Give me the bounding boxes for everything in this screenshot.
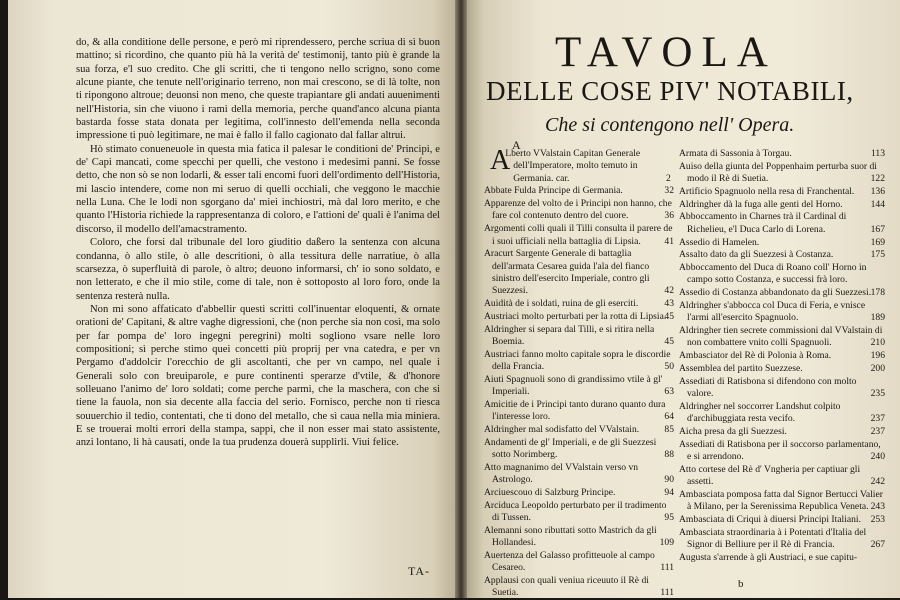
index-entry bbox=[484, 399, 674, 424]
index-entry bbox=[484, 550, 674, 575]
page-subtitle-italic: Che si contengono nell' Opera. bbox=[545, 114, 795, 136]
index-text: Abboccamento in Charnes trà il Cardinal di Richelieu, e'l Duca Carlo di Lorena. bbox=[679, 211, 847, 235]
index-entry bbox=[679, 552, 885, 564]
index-entry bbox=[484, 185, 674, 197]
index-text: Assemblea del partito Suezzese. bbox=[679, 363, 803, 375]
index-text: Applausi con quali veniua riceuuto il Rè di Suetia. bbox=[484, 575, 649, 599]
index-page-number: 32 bbox=[664, 185, 674, 197]
index-text: Ambasciata straordinaria à i Potentati d'Italia del Signor di Belliure per il Rè di Francia. bbox=[679, 526, 867, 551]
index-page-number: 109 bbox=[659, 537, 674, 549]
index-page-number: 90 bbox=[664, 474, 674, 486]
index-page-number: 253 bbox=[870, 514, 885, 526]
index-column-left bbox=[484, 145, 674, 600]
index-entry bbox=[484, 198, 674, 223]
index-page-number: 136 bbox=[870, 185, 885, 197]
index-page-number: 85 bbox=[664, 424, 674, 436]
index-text: Austriaci molto perturbati per la rotta di Lipsia. bbox=[484, 310, 667, 322]
index-text: Andamenti de gl' Imperiali, e de gli Suezzesi sotto Norimberg. bbox=[484, 436, 657, 461]
index-entry bbox=[679, 161, 885, 186]
drop-cap: A bbox=[490, 145, 511, 176]
index-text: Armata di Sassonia à Torgau. bbox=[679, 148, 792, 159]
index-page-number: 45 bbox=[664, 335, 674, 347]
index-text: Arciduca Leopoldo perturbato per il tradimento di Tussen. bbox=[484, 499, 667, 524]
index-entry bbox=[484, 248, 674, 297]
index-page-number: 88 bbox=[664, 449, 674, 461]
index-page-number: 200 bbox=[870, 363, 885, 375]
index-text: Ambasciator del Rè di Polonia à Roma. bbox=[679, 350, 832, 362]
index-entry bbox=[679, 325, 885, 350]
index-entry bbox=[484, 525, 674, 550]
index-page-number: 189 bbox=[870, 312, 885, 324]
index-entry bbox=[679, 350, 885, 362]
page-title: TAVOLA bbox=[555, 29, 777, 76]
index-entry bbox=[679, 199, 885, 211]
index-page-number: 243 bbox=[870, 501, 885, 513]
index-page-number: 122 bbox=[870, 173, 885, 185]
index-text: Abbate Fulda Principe di Germania. bbox=[484, 185, 623, 197]
index-entry bbox=[679, 148, 885, 160]
index-entry bbox=[679, 464, 885, 489]
index-text: Lberto VValstain Capitan Generale dell'Imperatore, molto temuto in Germania. car. bbox=[505, 148, 641, 184]
index-page-number: 64 bbox=[664, 411, 674, 423]
index-page-number: 94 bbox=[664, 487, 674, 499]
index-page-number: 111 bbox=[660, 587, 674, 599]
index-entry bbox=[484, 349, 674, 374]
index-text: Assedio di Hamelen. bbox=[679, 236, 760, 248]
index-text: Austriaci fanno molto capitale sopra le discordie della Francia. bbox=[484, 348, 671, 373]
index-text: Assediati di Ratisbona per il soccorso parlamentano, e si arrendono. bbox=[679, 438, 881, 463]
index-text: Augusta s'arrende à gli Austriaci, e sue capitu- bbox=[679, 552, 858, 563]
index-text: Argomenti colli quali il Tilli consulta il parere de i suoi ufficiali nella battaglia di Lipsia. bbox=[484, 223, 673, 247]
paragraph: Coloro, che forsi dal tribunale del loro giuditio daßero la sentenza con alcuna condanna, ò allo stile, ò alle descritioni, ò alla tessitura delle narratiue, ò alla scarsezza, ò superfluità di parole, ò altro; deuono informarsi, ch' io sono soldato, e non letterato, e che il mio stile, come di tale, non è sottoposto al loro foro, onde la sentenza resterà nulla. bbox=[76, 237, 440, 302]
index-page-number: 50 bbox=[664, 361, 674, 373]
index-text: Arciuescouo di Salzburg Principe. bbox=[484, 487, 616, 499]
index-entry bbox=[679, 363, 885, 375]
index-page-number: 95 bbox=[664, 512, 674, 524]
paragraph: do, & alla conditione delle persone, e però mi riprendessero, perche scriua di sì buon mattino; si ricordino, che quanto più hà la verità de' testimonij, tanto più è grande la sua forza, e'l suo credito. Che gli scritti, che ti tengono nello scrigno, sono come alcune piante, che tenute nell'originario terreno, non mai crescono, se di là tolte, non ti ripongono altroue; deuonsi non meno, che queste trapiantare gli andati auuenimenti nell'Historia, sin che viuono i rami della memoria, perche quand'anco alcuna pianta bastarda fosse stata donata per legitima, coll'innesto dell'emenda nella seconda impressione ti può legitimare, ne mai è fallo il fallo cagionato dal fallar altrui. bbox=[76, 37, 440, 142]
index-entry bbox=[484, 462, 674, 487]
index-page-number: 235 bbox=[870, 388, 885, 400]
catchword: TA- bbox=[408, 564, 431, 578]
index-entry bbox=[679, 514, 885, 526]
index-text: Auertenza del Galasso profitteuole al campo Cesareo. bbox=[484, 550, 655, 574]
index-entry bbox=[484, 437, 674, 462]
index-page-number: 36 bbox=[664, 210, 674, 222]
index-page-number: 111 bbox=[660, 562, 674, 574]
index-entry bbox=[679, 237, 885, 249]
index-text: Apparenze del volto de i Principi non hanno, che fare col contenuto dentro del cuore. bbox=[484, 198, 672, 222]
index-page-number: 210 bbox=[870, 337, 885, 349]
index-entry bbox=[679, 376, 885, 401]
index-entry bbox=[679, 439, 885, 464]
index-page-number: 237 bbox=[870, 426, 885, 438]
index-entry bbox=[484, 500, 674, 525]
index-page-number: 240 bbox=[870, 451, 885, 463]
index-entry bbox=[484, 298, 674, 310]
index-entry bbox=[484, 311, 674, 323]
index-entry bbox=[484, 424, 674, 436]
index-page-number: 42 bbox=[664, 285, 674, 297]
index-text: Artificio Spagnuolo nella resa di Franchental. bbox=[679, 185, 855, 197]
index-page-number: 41 bbox=[664, 235, 674, 247]
index-text: Amicitie de i Principi tanto durano quanto dura l'interesse loro. bbox=[484, 398, 666, 423]
index-page-number: 45 bbox=[664, 310, 674, 322]
index-text: Atto magnanimo del VValstain verso vn Astrologo. bbox=[484, 461, 639, 486]
index-text: Abboccamento del Duca di Roano coll' Horno in campo sotto Costanza, e successi frà loro. bbox=[679, 262, 867, 286]
index-entry bbox=[679, 186, 885, 198]
section-letter: A bbox=[512, 138, 521, 152]
index-text: Auiso della giunta del Poppenhaim perturba suor di modo il Rè di Suetia. bbox=[679, 160, 877, 185]
index-entry bbox=[484, 575, 674, 600]
index-text: Aiuti Spagnuoli sono di grandissimo vtile à gl' Imperiali. bbox=[484, 373, 663, 398]
index-entry bbox=[679, 300, 885, 325]
index-text: Aldringher dà la fuga alle genti del Horno. bbox=[679, 198, 843, 210]
index-text: Assediati di Ratisbona si difendono con molto valore. bbox=[679, 375, 857, 400]
index-entry bbox=[484, 145, 674, 185]
paragraph: Non mi sono affaticato d'abbellir questi scritti coll'inuentar eloquenti, & ornate orationi de' Capitani, & altre vaghe digressioni, che (non perche sia non così, ma solo per far pompa de' loro ingegni peregrini) molti sogliono vsare nelle loro compositioni; sì perche stimo quei concetti più proprij per vna catedra, e per vn Pergamo d'addolcir l'orecchio de gli ascoltanti, che per vn campo, nel quale i Generali solo con breuiparole, e pure continenti sperarze d'vtile, & d'honore solleuano l'animo de' loro soldati; come perche parmi, che la maschera, con che si tiene la fauola, non sia decente alla faccia del serio. Fornisco, perche non ti riesca souuerchio il tedio, contentati, che ti dono del metallo, che sì caua nella mia miniera. E se trouerai molti errori della stampa, sappi, che il non esser mai stato assistente, anzi lontano, li hà causati, onde la tua prudenza douerà supplirli. Viui felice. bbox=[76, 303, 440, 449]
index-page-number: 267 bbox=[870, 539, 885, 551]
index-entry bbox=[679, 401, 885, 426]
index-page-number: 169 bbox=[870, 236, 885, 248]
index-entry bbox=[679, 527, 885, 552]
index-entry bbox=[679, 287, 885, 299]
index-text: Aldringher tien secrete commissioni dal VValstain di non combattere vnito colli Spagnuoli. bbox=[679, 325, 883, 349]
index-page-number: 242 bbox=[870, 476, 885, 488]
index-text: Aldringher mal sodisfatto del VValstain. bbox=[484, 424, 640, 436]
index-text: Aldringher si separa dal Tilli, e si ritira nella Boemia. bbox=[484, 323, 655, 347]
index-page-number: 2 bbox=[666, 172, 671, 184]
index-page-number: 178 bbox=[870, 287, 885, 299]
index-text: Aracurt Sargente Generale di battaglia dell'armata Cesarea guida l'ala del fianco sinistro dell'esercito Imperiale, contro gli Suezzesi. bbox=[484, 248, 650, 297]
index-page-number: 237 bbox=[870, 413, 885, 425]
index-entry bbox=[679, 211, 885, 236]
index-page-number: 63 bbox=[664, 386, 674, 398]
index-text: Assalto dato da gli Suezzesi à Costanza. bbox=[679, 249, 834, 261]
signature-mark: b bbox=[738, 578, 744, 590]
index-text: Assedio di Costanza abbandonato da gli Suezzesi. bbox=[679, 287, 872, 299]
index-entry bbox=[484, 223, 674, 248]
index-text: Aicha presa da gli Suezzesi. bbox=[679, 426, 787, 438]
index-text: Atto cortese del Rè d' Vngheria per captiuar gli assetti. bbox=[679, 463, 861, 488]
index-text: Alemanni sono ributtati sotto Mastrich da gli Hollandesi. bbox=[484, 524, 657, 549]
book-gutter bbox=[455, 0, 467, 598]
index-entry bbox=[484, 374, 674, 399]
index-column-right bbox=[679, 148, 885, 565]
index-text: Aldringher s'abbocca col Duca di Feria, e vnisce l'armi all'esercito Spagnuolo. bbox=[679, 300, 866, 324]
index-entry bbox=[484, 487, 674, 499]
index-text: Ambasciata di Criqui à diuersi Principi Italiani. bbox=[679, 514, 861, 526]
index-entry bbox=[679, 426, 885, 438]
index-page-number: 43 bbox=[664, 298, 674, 310]
index-entry bbox=[679, 249, 885, 261]
index-page-number: 175 bbox=[870, 249, 885, 261]
index-text: Auidità de i soldati, ruina de gli eserciti. bbox=[484, 298, 639, 310]
index-text: Ambasciata pomposa fatta dal Signor Bertucci Valier à Milano, per la Serenissima Republica Veneta. bbox=[679, 489, 883, 513]
index-text: Aldringher nel soccorrer Landshut colpito d'archibuggiata resta vecifo. bbox=[679, 400, 841, 425]
index-page-number: 167 bbox=[870, 223, 885, 235]
index-page-number: 196 bbox=[870, 350, 885, 362]
index-entry bbox=[484, 324, 674, 349]
index-entry bbox=[679, 489, 885, 514]
paragraph: Hò stimato conueneuole in questa mia fatica il palesar le conditioni de' Principi, e de' Capi mancati, come specchi per quelli, che vestono i medesimi panni. Se fosse detto, che non sò se non lodarli, & esser tali encomi fuori dell'ordimento dell'Historia, mi lascio intendere, come non mi seruo di quelli occhiali, che veggono le macchie nella Luna. Che le lodi non sgorgano da' miei inchiostri, mà dal loro merito, e che quanto l'Historia richiede la rappresentanza di coloro, e l'attioni de' quali è l'anima del discorso, il modello dell'amacstramento. bbox=[76, 143, 440, 235]
index-entry bbox=[679, 262, 885, 287]
index-page-number: 144 bbox=[870, 198, 885, 210]
left-page-text bbox=[76, 36, 440, 450]
page-subtitle: DELLE COSE PIV' NOTABILI, bbox=[486, 76, 854, 106]
index-page-number: 113 bbox=[870, 148, 885, 159]
